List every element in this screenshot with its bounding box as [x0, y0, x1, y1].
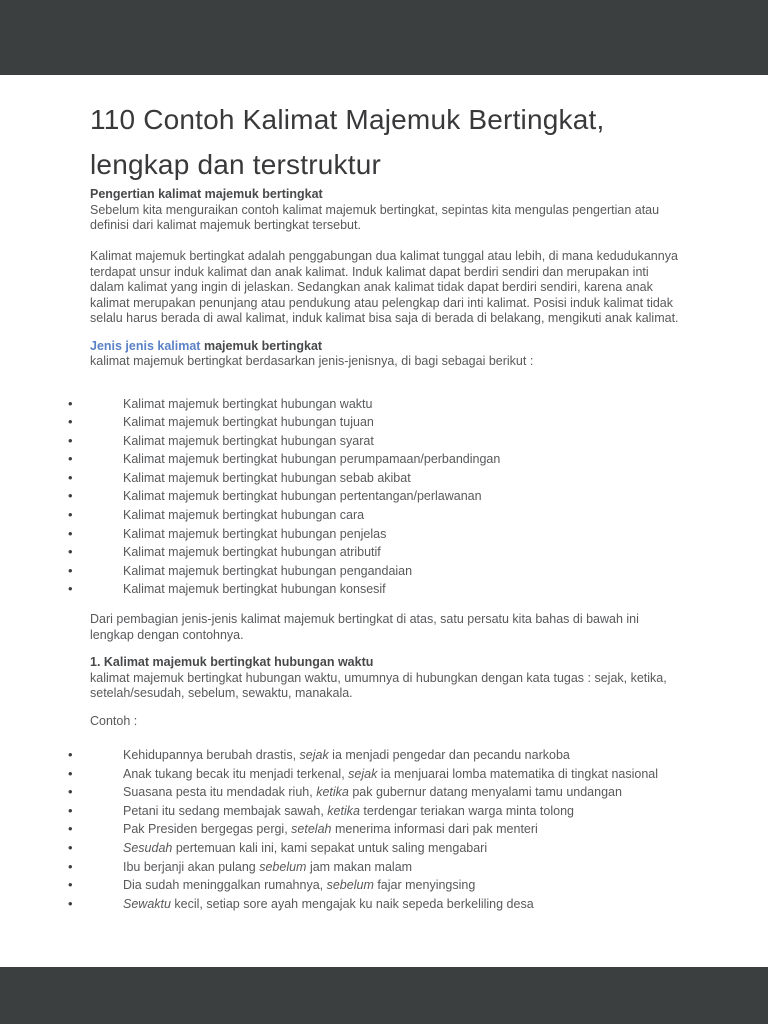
- paragraph-pengertian-1: Sebelum kita menguraikan contoh kalimat majemuk bertingkat, sepintas kita mengulas pengertian atau definisi dari kalimat majemuk bertingkat tersebut.: [90, 202, 660, 232]
- bullet-icon: •: [68, 840, 73, 855]
- list-item-text: Kalimat majemuk bertingkat hubungan perumpamaan/perbandingan: [123, 452, 501, 467]
- list-item: [68, 525, 680, 544]
- list-item: [68, 506, 680, 525]
- list-item-text: Kalimat majemuk bertingkat hubungan konsesif: [123, 582, 386, 597]
- viewer-bottom-bar: [0, 967, 768, 1024]
- document-page: [0, 75, 768, 967]
- list-item: [68, 469, 680, 488]
- bullet-icon: •: [68, 765, 73, 781]
- list-item: [68, 580, 680, 599]
- list-item-text: Anak tukang becak itu menjadi terkenal, sejak ia menjuarai lomba matematika di tingkat nasional: [123, 766, 659, 781]
- list-item: [68, 783, 680, 802]
- page-title: 110 Contoh Kalimat Majemuk Bertingkat, lengkap dan terstruktur: [90, 104, 605, 180]
- list-item: [68, 802, 680, 821]
- types-list: [68, 395, 680, 600]
- jenis-link[interactable]: Jenis jenis kalimat: [90, 338, 201, 353]
- bullet-icon: •: [68, 544, 73, 560]
- bullet-icon: •: [68, 469, 73, 485]
- list-item-text: Ibu berjanji akan pulang sebelum jam makan malam: [123, 859, 413, 874]
- bullet-icon: •: [68, 488, 73, 504]
- bullet-icon: •: [68, 395, 73, 411]
- heading-waktu: 1. Kalimat majemuk bertingkat hubungan waktu: [90, 655, 374, 670]
- list-item: [68, 487, 680, 506]
- list-item: [68, 450, 680, 469]
- viewer-top-bar: [0, 0, 768, 75]
- bullet-icon: •: [68, 451, 73, 467]
- list-item-text: Kalimat majemuk bertingkat hubungan pertentangan/perlawanan: [123, 489, 482, 504]
- bullet-icon: •: [68, 507, 73, 523]
- list-item: [68, 858, 680, 877]
- heading-pengertian: Pengertian kalimat majemuk bertingkat: [90, 187, 323, 201]
- list-item: [68, 562, 680, 581]
- paragraph-jenis-outro: Dari pembagian jenis-jenis kalimat majemuk bertingkat di atas, satu persatu kita bahas di bawah ini lengkap dengan contohnya.: [90, 612, 639, 642]
- list-item-text: Sesudah pertemuan kali ini, kami sepakat untuk saling mengabari: [123, 841, 488, 855]
- list-item-text: Pak Presiden bergegas pergi, setelah menerima informasi dari pak menteri: [123, 822, 538, 837]
- contoh-label: Contoh :: [90, 713, 138, 728]
- list-item-text: Kalimat majemuk bertingkat hubungan sebab akibat: [123, 470, 411, 485]
- list-item: [68, 432, 680, 451]
- list-item-text: Dia sudah meninggalkan rumahnya, sebelum fajar menyingsing: [123, 878, 476, 893]
- heading-jenis-rest: majemuk bertingkat: [203, 338, 323, 353]
- list-item-text: Kalimat majemuk bertingkat hubungan atributif: [123, 545, 381, 560]
- bullet-icon: •: [68, 895, 73, 911]
- paragraph-waktu: kalimat majemuk bertingkat hubungan waktu, umumnya di hubungkan dengan kata tugas : sejak, ketika, setelah/sesudah, sebelum, sewaktu, manakala.: [90, 670, 667, 701]
- list-item: [68, 765, 680, 784]
- bullet-icon: •: [68, 858, 73, 874]
- bullet-icon: •: [68, 581, 73, 597]
- paragraph-gap: [90, 234, 680, 250]
- paragraph-jenis-intro: kalimat majemuk bertingkat berdasarkan jenis-jenisnya, di bagi sebagai berikut :: [90, 354, 534, 368]
- list-item: [68, 820, 680, 839]
- bullet-icon: •: [68, 877, 73, 893]
- list-item-text: Kalimat majemuk bertingkat hubungan penjelas: [123, 526, 387, 541]
- list-item-text: Kalimat majemuk bertingkat hubungan pengandaian: [123, 563, 413, 578]
- list-item-text: Kalimat majemuk bertingkat hubungan cara: [123, 508, 365, 523]
- list-item-text: Petani itu sedang membajak sawah, ketika terdengar teriakan warga minta tolong: [123, 803, 574, 818]
- bullet-icon: •: [68, 784, 73, 800]
- bullet-icon: •: [68, 525, 73, 541]
- bullet-icon: •: [68, 414, 73, 430]
- bullet-icon: •: [68, 562, 73, 578]
- list-item: [68, 839, 680, 858]
- list-item-text: Suasana pesta itu mendadak riuh, ketika pak gubernur datang menyalami tamu undangan: [123, 785, 622, 800]
- bullet-icon: •: [68, 821, 73, 837]
- list-item-text: Sewaktu kecil, setiap sore ayah mengajak ku naik sepeda berkeliling desa: [123, 896, 534, 911]
- list-item-text: Kalimat majemuk bertingkat hubungan waktu: [123, 396, 373, 411]
- list-item: [68, 413, 680, 432]
- examples-list: [68, 746, 680, 913]
- list-item: [68, 876, 680, 895]
- bullet-icon: •: [68, 802, 73, 818]
- list-item: [68, 543, 680, 562]
- paragraph-pengertian-2: Kalimat majemuk bertingkat adalah penggabungan dua kalimat tunggal atau lebih, di mana kedudukannya terdapat unsur induk kalimat dan anak kalimat. Induk kalimat dapat berdiri sendiri dan merupakan inti dalam kalimat yang ingin di jelaskan. Sedangkan anak kalimat tidak dapat berdiri sendiri, karena anak kalimat merupakan penunjang atau pendukung atau pelengkap dari inti kalimat. Posisi induk kalimat tidak selalu harus berada di awal kalimat, induk kalimat bisa saja di berada di belakang, mengikuti anak kalimat.: [90, 249, 679, 325]
- list-item: [68, 395, 680, 414]
- list-item: [68, 895, 680, 914]
- bullet-icon: •: [68, 432, 73, 448]
- heading-jenis: [90, 339, 680, 355]
- list-item-text: Kehidupannya berubah drastis, sejak ia menjadi pengedar dan pecandu narkoba: [123, 748, 570, 763]
- list-item: [68, 746, 680, 765]
- bullet-icon: •: [68, 747, 73, 763]
- list-item-text: Kalimat majemuk bertingkat hubungan syarat: [123, 433, 374, 448]
- list-item-text: Kalimat majemuk bertingkat hubungan tujuan: [123, 415, 374, 430]
